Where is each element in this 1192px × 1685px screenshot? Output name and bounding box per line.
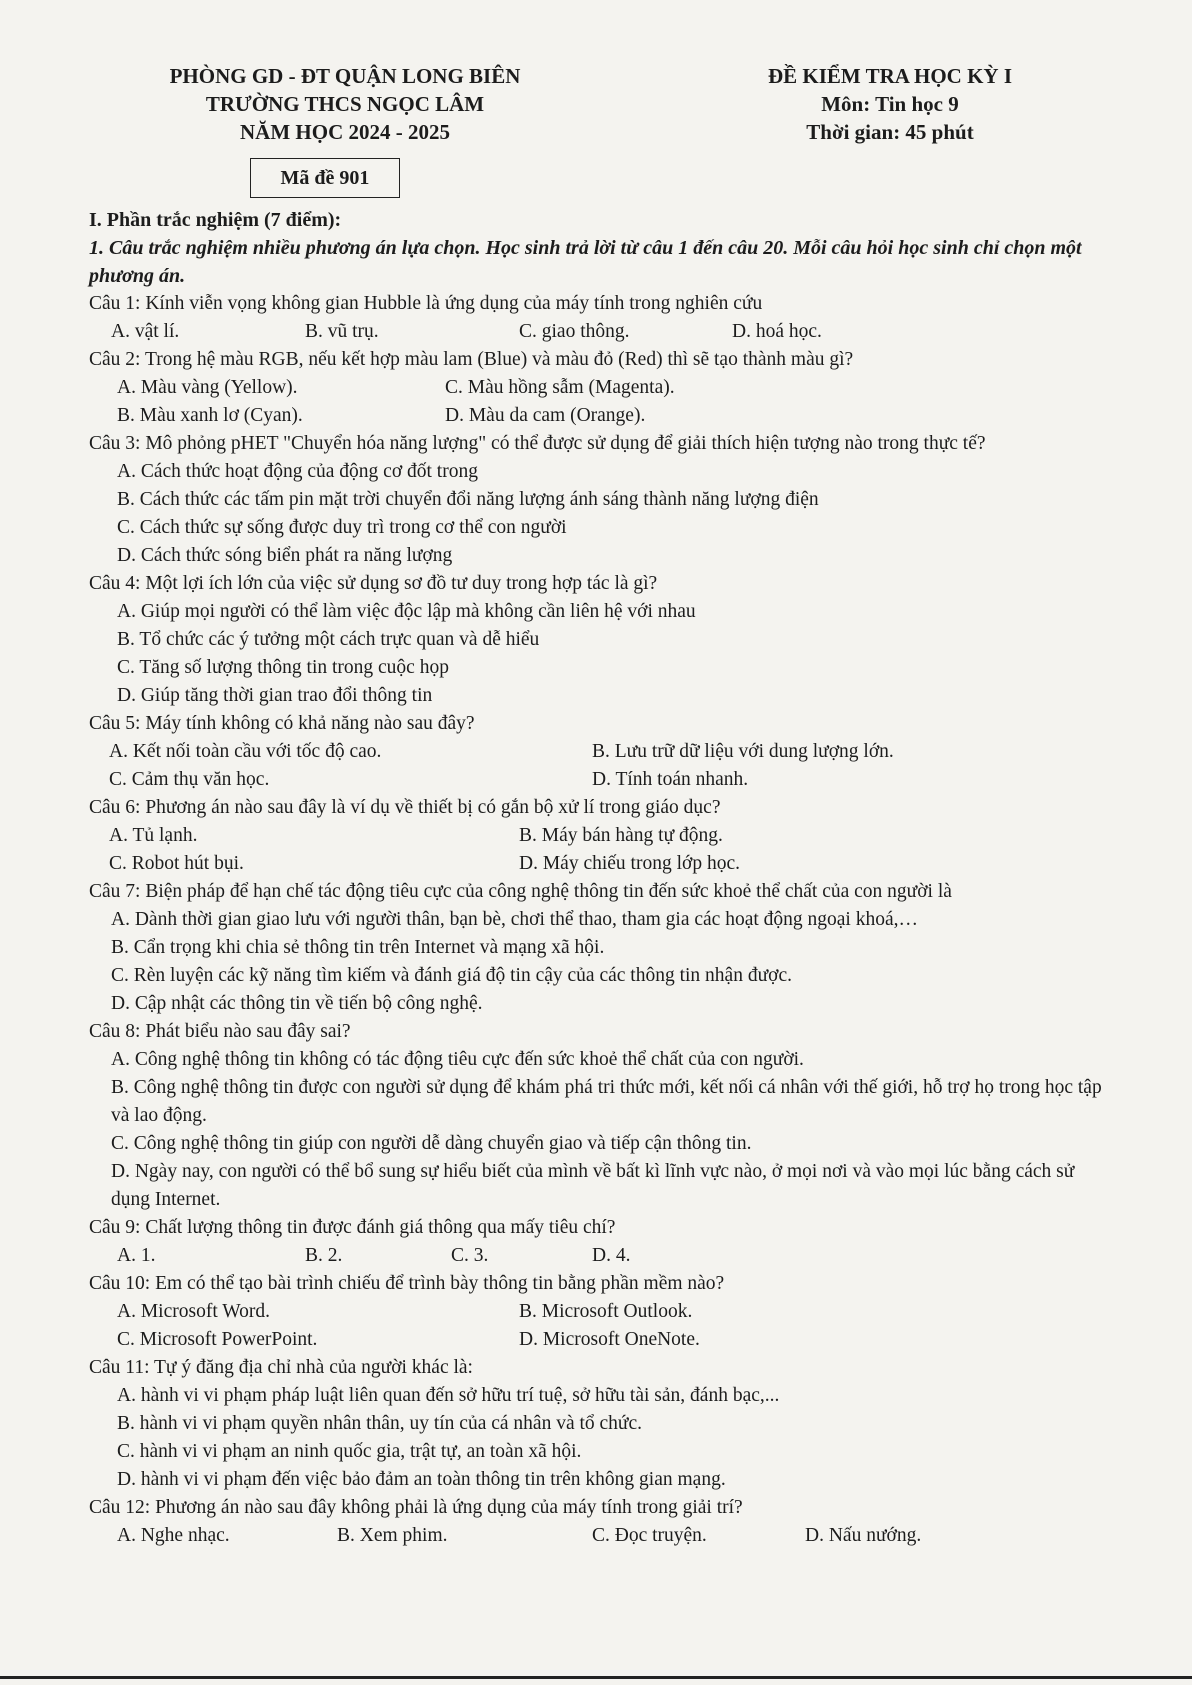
options-1 — [89, 318, 1104, 346]
option: A. Tủ lạnh. — [109, 825, 198, 846]
question-11: Câu 11: Tự ý đăng địa chỉ nhà của người khác là: — [89, 1357, 473, 1378]
option: C. Robot hút bụi. — [109, 853, 244, 874]
question-2: Câu 2: Trong hệ màu RGB, nếu kết hợp màu lam (Blue) và màu đỏ (Red) thì sẽ tạo thành màu gì? — [89, 349, 854, 370]
option: B. Microsoft Outlook. — [519, 1301, 693, 1322]
option: A. Màu vàng (Yellow). — [117, 377, 298, 398]
instruction: 1. Câu trắc nghiệm nhiều phương án lựa chọn. Học sinh trả lời từ câu 1 đến câu 20. Mỗi câu hỏi học sinh chỉ chọn một phương án. — [89, 237, 1082, 287]
option: C. Cảm thụ văn học. — [109, 769, 270, 790]
question-6: Câu 6: Phương án nào sau đây là ví dụ về thiết bị có gắn bộ xử lí trong giáo dục? — [89, 797, 721, 818]
option: D. Nấu nướng. — [805, 1525, 922, 1546]
option: B. Cẩn trọng khi chia sẻ thông tin trên Internet và mạng xã hội. — [111, 937, 605, 958]
option: D. Màu da cam (Orange). — [445, 405, 646, 426]
options-2 — [89, 374, 1104, 402]
option: D. Tính toán nhanh. — [592, 769, 749, 790]
option: D. 4. — [592, 1245, 631, 1266]
school-name: TRƯỜNG THCS NGỌC LÂM — [205, 92, 485, 116]
exam-duration: Thời gian: 45 phút — [806, 120, 974, 144]
page-bottom-edge — [0, 1676, 1192, 1679]
option: B. Màu xanh lơ (Cyan). — [117, 405, 303, 426]
option: B. vũ trụ. — [305, 321, 379, 342]
option: A. Cách thức hoạt động của động cơ đốt trong — [117, 461, 478, 482]
option: A. vật lí. — [111, 321, 180, 342]
option: C. Tăng số lượng thông tin trong cuộc họp — [117, 657, 449, 678]
option: A. hành vi vi phạm pháp luật liên quan đến sở hữu trí tuệ, sở hữu tài sản, đánh bạc,... — [117, 1385, 780, 1406]
option: A. Giúp mọi người có thể làm việc độc lập mà không cần liên hệ với nhau — [117, 601, 696, 622]
option: B. hành vi vi phạm quyền nhân thân, uy tín của cá nhân và tổ chức. — [117, 1413, 643, 1434]
option: A. Microsoft Word. — [117, 1301, 270, 1322]
question-5: Câu 5: Máy tính không có khả năng nào sau đây? — [89, 713, 475, 734]
option: B. Xem phim. — [337, 1525, 448, 1546]
option: B. Công nghệ thông tin được con người sử dụng để khám phá tri thức mới, kết nối cá nhân với thế giới, hỗ trợ họ trong học tập và lao động. — [111, 1077, 1102, 1126]
option: D. hành vi vi phạm đến việc bảo đảm an toàn thông tin trên không gian mạng. — [117, 1469, 726, 1490]
option: D. hoá học. — [732, 321, 822, 342]
question-12: Câu 12: Phương án nào sau đây không phải là ứng dụng của máy tính trong giải trí? — [89, 1497, 743, 1518]
question-7: Câu 7: Biện pháp để hạn chế tác động tiêu cực của công nghệ thông tin đến sức khoẻ thể chất của con người là — [89, 881, 952, 902]
option: B. Lưu trữ dữ liệu với dung lượng lớn. — [592, 741, 894, 762]
exam-content — [89, 206, 1104, 1550]
question-4: Câu 4: Một lợi ích lớn của việc sử dụng sơ đồ tư duy trong hợp tác là gì? — [89, 573, 658, 594]
question-8: Câu 8: Phát biểu nào sau đây sai? — [89, 1021, 351, 1042]
question-3: Câu 3: Mô phỏng pHET "Chuyển hóa năng lượng" có thể được sử dụng để giải thích hiện tượng nào trong thực tế? — [89, 433, 986, 454]
option: D. Máy chiếu trong lớp học. — [519, 853, 740, 874]
option: C. hành vi vi phạm an ninh quốc gia, trật tự, an toàn xã hội. — [117, 1441, 582, 1462]
option: C. giao thông. — [519, 321, 630, 342]
exam-header — [690, 62, 1090, 146]
option: B. Tổ chức các ý tưởng một cách trực quan và dễ hiểu — [117, 629, 540, 650]
option: C. Rèn luyện các kỹ năng tìm kiếm và đánh giá độ tin cậy của các thông tin nhận được. — [111, 965, 792, 986]
option: A. 1. — [117, 1245, 156, 1266]
option: A. Nghe nhạc. — [117, 1525, 230, 1546]
option: C. Đọc truyện. — [592, 1525, 707, 1546]
part-title: I. Phần trắc nghiệm (7 điểm): — [89, 209, 342, 231]
option: C. Màu hồng sẫm (Magenta). — [445, 377, 675, 398]
question-10: Câu 10: Em có thể tạo bài trình chiếu để trình bày thông tin bằng phần mềm nào? — [89, 1273, 725, 1294]
option: D. Cách thức sóng biển phát ra năng lượng — [117, 545, 453, 566]
option: D. Ngày nay, con người có thể bổ sung sự hiểu biết của mình về bất kì lĩnh vực nào, ở mọi nơi và vào mọi lúc bằng cách sử dụng Internet. — [111, 1161, 1075, 1210]
department-name: PHÒNG GD - ĐT QUẬN LONG BIÊN — [169, 64, 521, 88]
option: A. Kết nối toàn cầu với tốc độ cao. — [109, 741, 382, 762]
option: C. 3. — [451, 1245, 489, 1266]
question-9: Câu 9: Chất lượng thông tin được đánh giá thông qua mấy tiêu chí? — [89, 1217, 616, 1238]
option: D. Giúp tăng thời gian trao đổi thông tin — [117, 685, 433, 706]
exam-title: ĐỀ KIỂM TRA HỌC KỲ I — [767, 64, 1013, 88]
option: C. Microsoft PowerPoint. — [117, 1329, 318, 1350]
school-year: NĂM HỌC 2024 - 2025 — [240, 120, 450, 144]
option: B. Cách thức các tấm pin mặt trời chuyển đổi năng lượng ánh sáng thành năng lượng điện — [117, 489, 819, 510]
exam-subject: Môn: Tin học 9 — [821, 92, 959, 116]
question-1: Câu 1: Kính viễn vọng không gian Hubble là ứng dụng của máy tính trong nghiên cứu — [89, 293, 763, 314]
option: B. Máy bán hàng tự động. — [519, 825, 723, 846]
option: A. Dành thời gian giao lưu với người thân, bạn bè, chơi thể thao, tham gia các hoạt động ngoại khoá,… — [111, 909, 918, 930]
option: D. Cập nhật các thông tin về tiến bộ công nghệ. — [111, 993, 483, 1014]
option: B. 2. — [305, 1245, 343, 1266]
school-header — [110, 62, 580, 146]
option: C. Công nghệ thông tin giúp con người dễ dàng chuyển giao và tiếp cận thông tin. — [111, 1133, 752, 1154]
option: D. Microsoft OneNote. — [519, 1329, 700, 1350]
option: C. Cách thức sự sống được duy trì trong cơ thể con người — [117, 517, 567, 538]
exam-code: Mã đề 901 — [250, 158, 400, 198]
option: A. Công nghệ thông tin không có tác động tiêu cực đến sức khoẻ thể chất của con người. — [111, 1049, 804, 1070]
